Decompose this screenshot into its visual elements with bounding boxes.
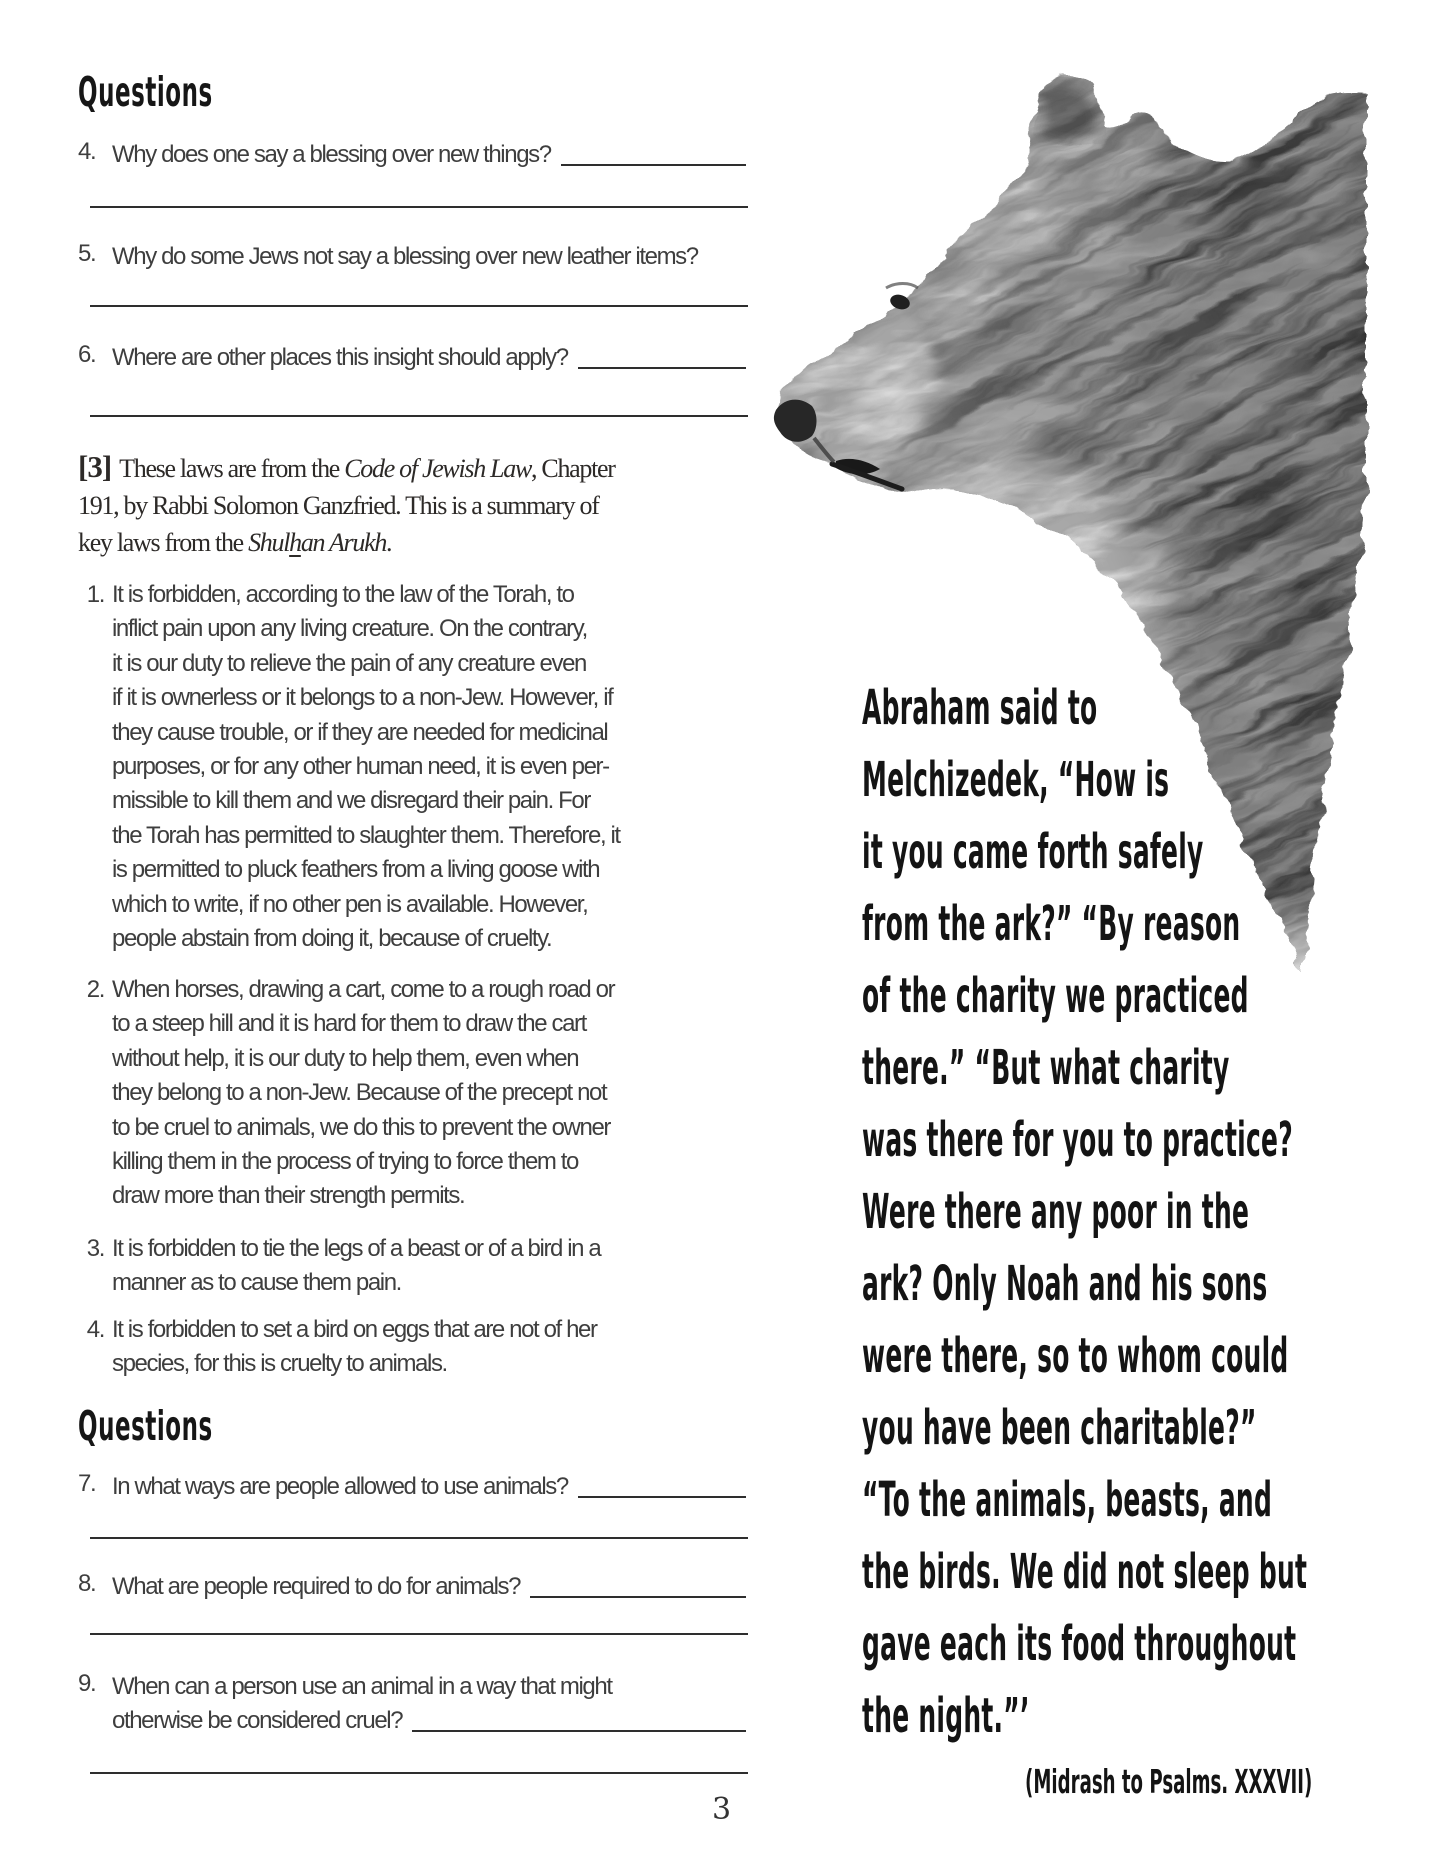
question-body: [112, 240, 746, 274]
law-text-line: species, for this is cruelty to animals.: [112, 1350, 447, 1378]
questions-heading-top: Questions: [78, 68, 213, 116]
passage-text-segment: 191, by Rabbi Solomon Ganzfried. This is a summary of: [78, 491, 599, 520]
question-row: [78, 1670, 746, 1738]
answer-blank-inline: [412, 1704, 746, 1732]
quote-line: “To the animals, beasts, and: [862, 1472, 1273, 1528]
bear-brow: [886, 284, 918, 289]
law-number: 2.: [86, 976, 104, 1003]
page-number: 3: [712, 1792, 732, 1827]
passage-marker: [3]: [78, 449, 112, 484]
law-text-line: missible to kill them and we disregard their pain. For: [112, 787, 590, 815]
answer-line: [90, 1633, 748, 1635]
law-text-line: purposes, or for any other human need, it is even per-: [112, 753, 609, 781]
quote-line: were there, so to whom could: [862, 1328, 1289, 1384]
passage-text-segment: an Arukh: [300, 528, 387, 557]
law-body: [112, 1313, 698, 1382]
law-text-line: it is our duty to relieve the pain of any creature even: [112, 649, 586, 677]
question-number: 9.: [78, 1670, 96, 1697]
answer-line: [90, 415, 748, 417]
quote-line: you have been charitable?”: [862, 1400, 1257, 1456]
answer-blank-inline: [530, 1570, 746, 1598]
question-text: Why does one say a blessing over new things?: [112, 141, 551, 168]
law-text-line: the Torah has permitted to slaughter them. Therefore, it: [112, 821, 620, 849]
quote-line: it you came forth safely: [862, 824, 1204, 880]
question-body: [112, 1470, 746, 1504]
question-line: [112, 1470, 746, 1504]
quote-block: [862, 672, 1445, 1752]
question-row: [78, 341, 746, 375]
question-text: When can a person use an animal in a way that might: [112, 1673, 612, 1700]
answer-blank-inline: [578, 341, 746, 369]
law-text-line: is permitted to pluck feathers from a living goose with: [112, 856, 600, 884]
passage-line: [78, 487, 718, 524]
bear-nose: [774, 400, 817, 442]
question-number: 5.: [78, 240, 96, 267]
quote-line: Melchizedek, “How is: [862, 752, 1170, 808]
law-text-line: if it is ownerless or it belongs to a non-Jew. However, if: [112, 684, 613, 712]
question-row: [78, 138, 746, 172]
law-item: [78, 1232, 698, 1301]
law-text-line: they belong to a non-Jew. Because of the precept not: [112, 1079, 607, 1107]
answer-line: [90, 1772, 748, 1774]
question-number: 8.: [78, 1570, 96, 1597]
law-text-line: It is forbidden to set a bird on eggs that are not of her: [112, 1316, 597, 1343]
law-text-line: killing them in the process of trying to force them to: [112, 1148, 578, 1176]
question-body: [112, 138, 746, 172]
law-text-line: without help, it is our duty to help them, even when: [112, 1044, 579, 1072]
answer-line: [90, 305, 748, 307]
law-text-line: draw more than their strength permits.: [112, 1182, 465, 1210]
answer-line: [90, 206, 748, 208]
question-text: In what ways are people allowed to use animals?: [112, 1473, 568, 1500]
question-number: 4.: [78, 138, 96, 165]
question-line: [112, 1704, 746, 1738]
law-text-line: manner as to cause them pain.: [112, 1269, 401, 1297]
law-body: [112, 973, 698, 1214]
law-text-line: It is forbidden to tie the legs of a beast or of a bird in a: [112, 1235, 601, 1262]
quote-line: Abraham said to: [862, 680, 1098, 736]
question-line: [112, 240, 746, 274]
law-item: [78, 578, 698, 956]
question-number: 6.: [78, 341, 96, 368]
law-text-line: which to write, if no other pen is available. However,: [112, 890, 588, 918]
quote-citation: (Midrash to Psalms. XXXVII): [1024, 1762, 1312, 1801]
question-body: [112, 341, 746, 375]
passage-line: [78, 448, 718, 487]
law-text-line: It is forbidden, according to the law of the Torah, to: [112, 581, 574, 608]
law-body: [112, 1232, 698, 1301]
law-text-line: people abstain from doing it, because of cruelty.: [112, 925, 552, 953]
passage-text-segment: key laws from the: [78, 528, 249, 557]
question-number: 7.: [78, 1470, 96, 1497]
question-text: What are people required to do for animals?: [112, 1573, 521, 1600]
passage-text-segment: , Chapter: [531, 454, 615, 483]
answer-blank-inline: [561, 138, 746, 166]
law-text-line: When horses, drawing a cart, come to a rough road or: [112, 976, 615, 1003]
answer-line: [90, 1537, 748, 1539]
passage-line: [78, 524, 718, 561]
law-item: [78, 1313, 698, 1382]
question-body: [112, 1570, 746, 1604]
quote-line: of the charity we practiced: [862, 968, 1249, 1024]
question-row: [78, 1470, 746, 1504]
quote-line: Were there any poor in the: [862, 1184, 1250, 1240]
law-text-line: to a steep hill and it is hard for them to draw the cart: [112, 1010, 586, 1038]
passage-text-segment: h: [289, 528, 301, 557]
questions-heading-bottom: Questions: [78, 1402, 213, 1450]
law-text-line: to be cruel to animals, we do this to prevent the owner: [112, 1113, 610, 1141]
law-number: 3.: [86, 1235, 104, 1262]
question-body: [112, 1670, 746, 1738]
answer-blank-inline: [578, 1470, 746, 1498]
question-text: Why do some Jews not say a blessing over new leather items?: [112, 243, 698, 270]
law-text-line: inflict pain upon any living creature. On the contrary,: [112, 615, 587, 643]
question-line: [112, 341, 746, 375]
question-row: [78, 1570, 746, 1604]
quote-line: was there for you to practice?: [862, 1112, 1293, 1168]
law-number: 4.: [86, 1316, 104, 1343]
question-line: [112, 1570, 746, 1604]
quote-line: gave each its food throughout: [862, 1616, 1297, 1672]
question-line: [112, 138, 746, 172]
question-text: Where are other places this insight should apply?: [112, 344, 568, 371]
law-text-line: they cause trouble, or if they are needed for medicinal: [112, 718, 608, 746]
quote-line: ark? Only Noah and his sons: [862, 1256, 1268, 1312]
quote-line: from the ark?” “By reason: [862, 896, 1241, 952]
question-row: [78, 240, 746, 274]
passage-text-segment: Shul: [248, 528, 290, 557]
quote-line: there.” “But what charity: [862, 1040, 1230, 1096]
question-text: otherwise be considered cruel?: [112, 1707, 403, 1734]
quote-line: the night.”’: [862, 1688, 1030, 1744]
passage-text-segment: .: [386, 528, 392, 557]
law-number: 1.: [86, 581, 104, 608]
passage-text-segment: Code of Jewish Law: [344, 454, 532, 483]
quote-line: the birds. We did not sleep but: [862, 1544, 1308, 1600]
passage-text-segment: These laws are from the: [119, 454, 345, 483]
law-item: [78, 973, 698, 1214]
question-line: [112, 1670, 746, 1704]
law-body: [112, 578, 698, 956]
passage: [78, 448, 718, 561]
